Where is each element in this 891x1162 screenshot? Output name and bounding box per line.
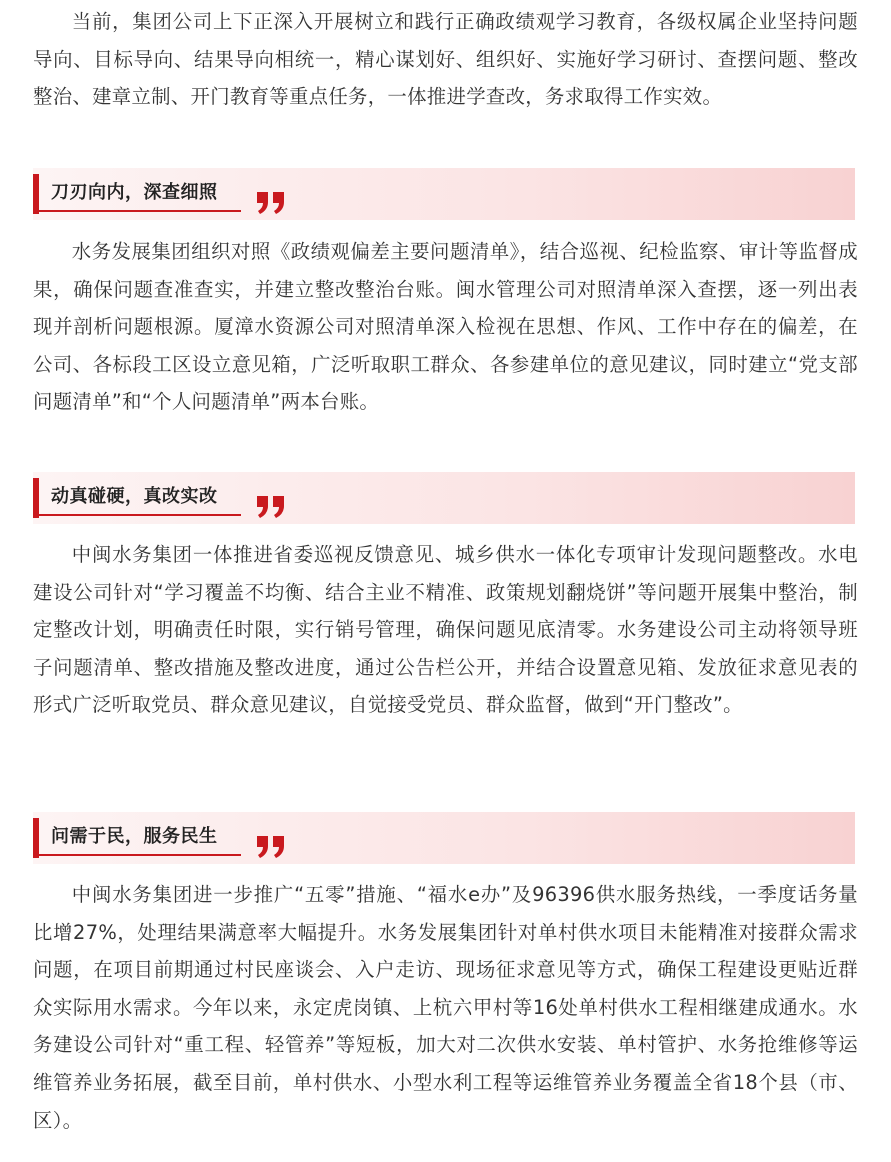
heading-underline (33, 854, 241, 856)
section-heading-2 (33, 472, 855, 524)
heading-accent-bar (33, 174, 39, 214)
heading-underline (33, 514, 241, 516)
section-title: 动真碰硬，真改实改 (51, 486, 218, 507)
section-body-1: 水务发展集团组织对照《政绩观偏差主要问题清单》，结合巡视、纪检监察、审计等监督成果，确保问题查准查实，并建立整改整治台账。闽水管理公司对照清单深入查摆，逐一列出表现并剖析问题根源。厦漳水资源公司对照清单深入检视在思想、作风、工作中存在的偏差，在公司、各标段工区设立意见箱，广泛听取职工群众、各参建单位的意见建议，同时建立“党支部问题清单”和“个人问题清单”两本台账。 (33, 240, 858, 414)
section-title: 刀刃向内，深查细照 (51, 182, 218, 203)
closing-quote-icon (255, 834, 287, 860)
closing-quote-icon (255, 190, 287, 216)
section-heading-1 (33, 168, 855, 220)
section-body-3: 中闽水务集团进一步推广“五零”措施、“福水e办”及96396供水服务热线，一季度话务量比增27%，处理结果满意率大幅提升。水务发展集团针对单村供水项目未能精准对接群众需求问题，在项目前期通过村民座谈会、入户走访、现场征求意见等方式，确保工程建设更贴近群众实际用水需求。今年以来，永定虎岗镇、上杭六甲村等16处单村供水工程相继建成通水。水务建设公司针对“重工程、轻管养”等短板，加大对二次供水安装、单村管护、水务抢维修等运维管养业务拓展，截至目前，单村供水、小型水利工程等运维管养业务覆盖全省18个县（市、区）。 (33, 883, 858, 1132)
intro-paragraph: 当前，集团公司上下正深入开展树立和践行正确政绩观学习教育，各级权属企业坚持问题导向、目标导向、结果导向相统一，精心谋划好、组织好、实施好学习研讨、查摆问题、整改整治、建章立制、开门教育等重点任务，一体推进学查改，务求取得工作实效。 (33, 10, 858, 109)
section-heading-3 (33, 812, 855, 864)
heading-accent-bar (33, 818, 39, 858)
closing-quote-icon (255, 494, 287, 520)
heading-accent-bar (33, 478, 39, 518)
section-title: 问需于民，服务民生 (51, 826, 218, 847)
section-body-2: 中闽水务集团一体推进省委巡视反馈意见、城乡供水一体化专项审计发现问题整改。水电建设公司针对“学习覆盖不均衡、结合主业不精准、政策规划翻烧饼”等问题开展集中整治，制定整改计划，明确责任时限，实行销号管理，确保问题见底清零。水务建设公司主动将领导班子问题清单、整改措施及整改进度，通过公告栏公开，并结合设置意见箱、发放征求意见表的形式广泛听取党员、群众意见建议，自觉接受党员、群众监督，做到“开门整改”。 (33, 543, 858, 717)
heading-underline (33, 210, 241, 212)
